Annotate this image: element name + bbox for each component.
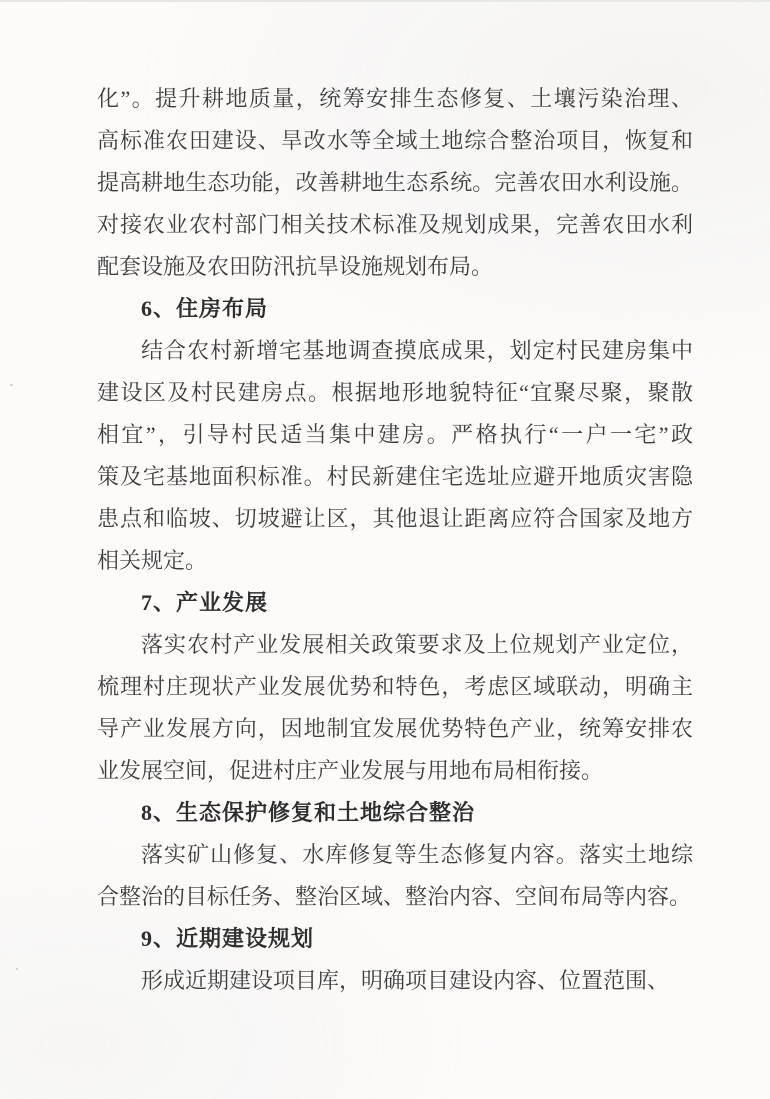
document-text-column bbox=[97, 78, 693, 1002]
text-line: 相关规定。 bbox=[97, 548, 208, 573]
section-heading: 6、住房布局 bbox=[141, 296, 269, 321]
text-line: 配套设施及农田防汛抗旱设施规划布局。 bbox=[97, 254, 494, 279]
scan-speck bbox=[10, 384, 13, 386]
text-line: 合整治的目标任务、整治区域、整治内容、空间布局等内容。 bbox=[97, 884, 692, 909]
text-line: 策及宅基地面积标准。村民新建住宅选址应避开地质灾害隐 bbox=[97, 464, 693, 489]
text-line: 梳理村庄现状产业发展优势和特色，考虑区域联动，明确主 bbox=[97, 674, 693, 699]
text-line: 患点和临坡、切坡避让区，其他退让距离应符合国家及地方 bbox=[97, 506, 693, 531]
section-heading: 8、生态保护修复和土地综合整治 bbox=[141, 800, 476, 825]
scan-speck bbox=[16, 968, 18, 970]
section-heading: 9、近期建设规划 bbox=[141, 926, 315, 951]
text-line: 高标准农田建设、旱改水等全域土地综合整治项目，恢复和 bbox=[97, 128, 693, 153]
text-line: 结合农村新增宅基地调查摸底成果，划定村民建房集中 bbox=[141, 338, 693, 363]
text-line: 化”。提升耕地质量，统筹安排生态修复、土壤污染治理、 bbox=[97, 86, 693, 111]
text-line: 形成近期建设项目库，明确项目建设内容、位置范围、 bbox=[141, 968, 670, 993]
text-line: 相宜”，引导村民适当集中建房。严格执行“一户一宅”政 bbox=[97, 422, 693, 447]
text-line: 落实农村产业发展相关政策要求及上位规划产业定位， bbox=[141, 632, 693, 657]
text-line: 对接农业农村部门相关技术标准及规划成果，完善农田水利 bbox=[97, 212, 693, 237]
text-line: 落实矿山修复、水库修复等生态修复内容。落实土地综 bbox=[141, 842, 693, 867]
section-heading: 7、产业发展 bbox=[141, 590, 269, 615]
text-line: 提高耕地生态功能，改善耕地生态系统。完善农田水利设施。 bbox=[97, 170, 693, 195]
text-line: 业发展空间，促进村庄产业发展与用地布局相衔接。 bbox=[97, 758, 604, 783]
text-line: 建设区及村民建房点。根据地形地貌特征“宜聚尽聚，聚散 bbox=[97, 380, 693, 405]
text-line: 导产业发展方向，因地制宜发展优势特色产业，统筹安排农 bbox=[97, 716, 693, 741]
